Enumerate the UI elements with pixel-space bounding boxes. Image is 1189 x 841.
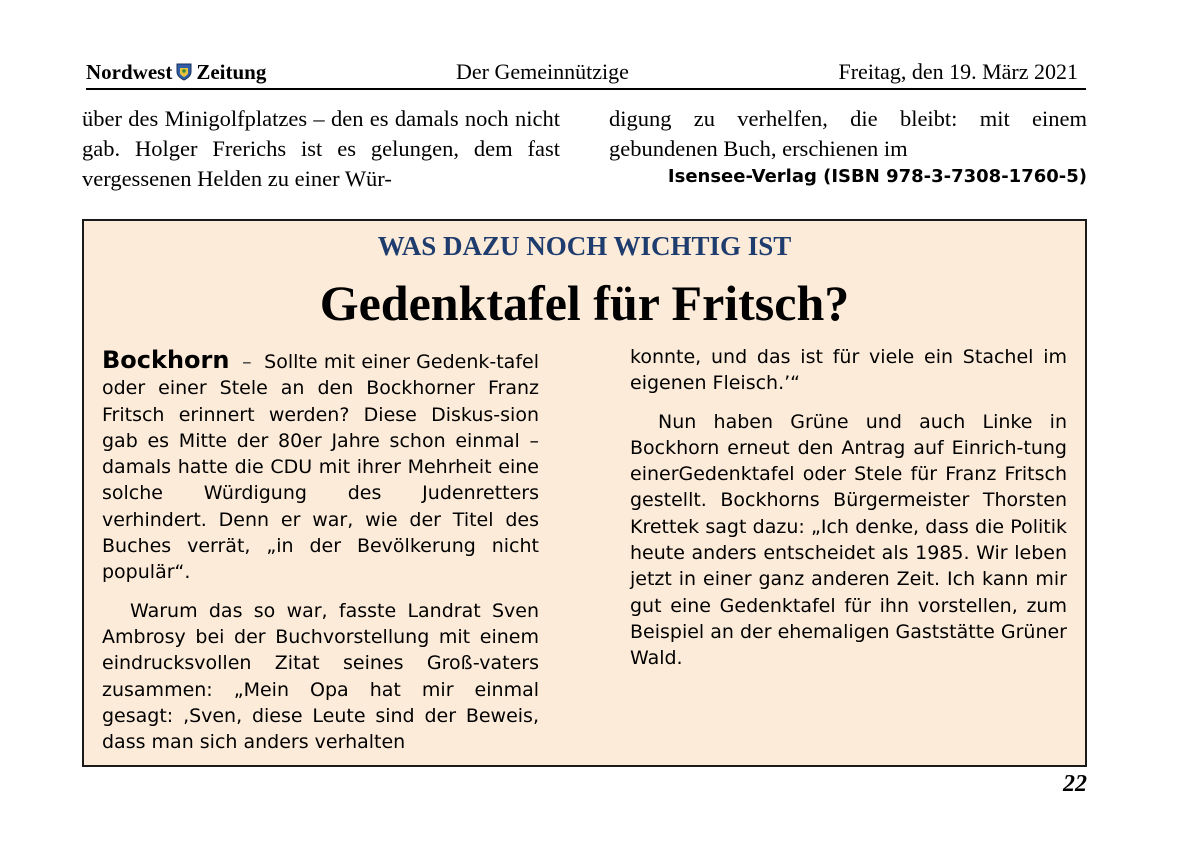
page-header [86, 58, 1086, 90]
box-paragraph-4: Nun haben Grüne und auch Linke in Bockhorn erneut den Antrag auf Einrich-tung einerGedenktafel oder Stele für Franz Fritsch gestellt. Bockhorns Bürgermeister Thorsten Krettek sagt dazu: „Ich denke, dass die Politik heute anders entscheidet als 1985. Wir leben jetzt in einer ganz anderen Zeit. Ich kann mir gut eine Gedenktafel für ihn vorstellen, zum Beispiel an der ehemaligen Gaststätte Grüner Wald. [630, 410, 1067, 670]
brand-name-left: Nordwest [86, 60, 173, 84]
info-box [82, 219, 1087, 767]
box-kicker: WAS DAZU NOCH WICHTIG IST [377, 231, 792, 261]
box-headline: Gedenktafel für Fritsch? [319, 275, 850, 331]
box-column-left [102, 347, 539, 755]
box-paragraph-1 [102, 347, 539, 586]
section-name: Der Gemeinnützige [456, 59, 629, 84]
intro-line-1: digung zu verhelfen, die bleibt: mit einem [609, 106, 1087, 131]
page-number: 22 [1063, 771, 1087, 797]
intro-column-right [609, 104, 1087, 192]
box-paragraph-3: konnte, und das ist für viele ein Stachel im eigenen Fleisch.’“ [630, 346, 1067, 395]
box-paragraph-2: Warum das so war, fasste Landrat Sven Ambrosy bei der Buchvorstellung mit einem eindrucksvollen Zitat seines Groß-vaters zusammen: „Mein Opa hat mir einmal gesagt: ‚Sven, diese Leute sind der Beweis, dass man sich anders verhalten [102, 599, 539, 754]
issue-date: Freitag, den 19. März 2021 [838, 59, 1078, 84]
dateline-place: Bockhorn [102, 346, 230, 374]
intro-paragraph-left: über des Minigolfplatzes – den es damals noch nicht gab. Holger Frerichs ist es gelungen, dem fast vergessenen Helden zu einer Wür- [82, 106, 560, 191]
box-column-right [630, 344, 1067, 672]
crest-icon [176, 62, 192, 87]
newspaper-brand [86, 60, 266, 87]
dateline-dash: – [242, 351, 252, 373]
isbn-line: Isensee-Verlag (ISBN 978-3-7308-1760-5) [667, 166, 1087, 187]
box-paragraph-1-text: Sollte mit einer Gedenk-tafel oder einer Stele an den Bockhorner Franz Fritsch erinnert werden? Diese Diskus-sion gab es Mitte der 80er Jahre schon einmal – damals hatte die CDU mit ihrer Mehrheit eine solche Würdigung des Judenretters verhindert. Denn er war, wie der Titel des Buches verrät, „in der Bevölkerung nicht populär“. [102, 351, 539, 584]
intro-line-2: gebundenen Buch, erschienen im [609, 136, 908, 161]
intro-column-left [82, 104, 560, 194]
brand-name-right: Zeitung [196, 60, 267, 84]
